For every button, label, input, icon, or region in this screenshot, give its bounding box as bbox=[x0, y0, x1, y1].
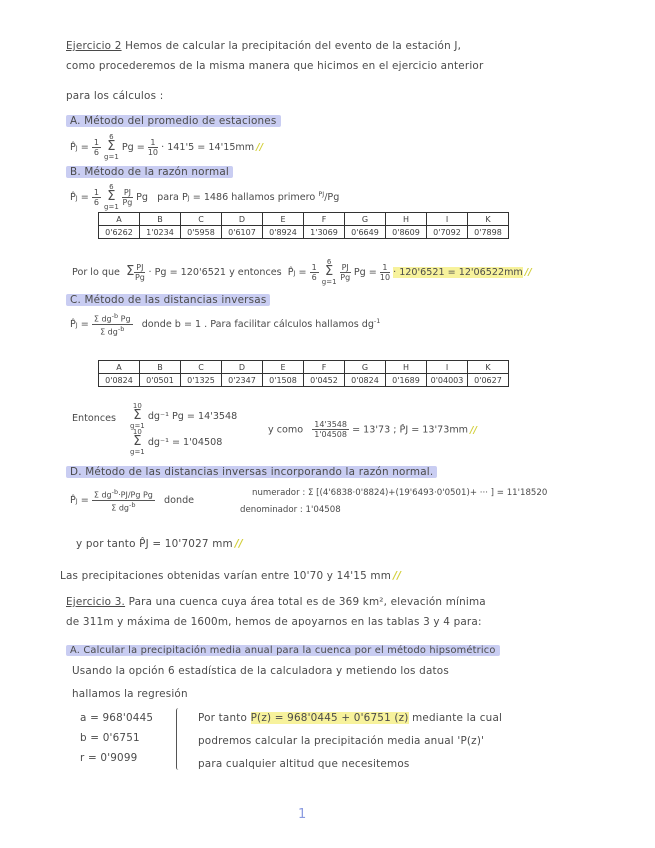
table-header-row: A B C D E F G H I K bbox=[99, 361, 509, 374]
brace bbox=[176, 708, 181, 770]
exercise-3-intro: Ejercicio 3. Para una cuenca cuya área total es de 369 km², elevación mínima bbox=[66, 596, 486, 608]
exercise-3-label: Ejercicio 3. bbox=[66, 596, 126, 608]
section-d-heading: D. Método de las distancias inversas incorporando la razón normal. bbox=[66, 466, 437, 478]
sum-weights: 10 Σ g=1 dg⁻¹ = 1'04508 bbox=[130, 428, 223, 456]
equation-c: P̂J = $\frac{\Sigma dg^{-b} Pg}{\Sigma dg^{-b}}$ donde b = 1 . Para facilitar cálculos hallamos $dg^{-1}$ bbox=[70, 312, 381, 337]
exercise-2-label: Ejercicio 2 bbox=[66, 40, 122, 52]
entonces-label: Entonces bbox=[72, 413, 117, 424]
table-inverse-distances bbox=[98, 360, 509, 387]
table-row: 0'6262 1'0234 0'5958 0'6107 0'8924 1'3069 0'6649 0'8609 0'7092 0'7898 bbox=[99, 226, 509, 239]
text-line: Usando la opción 6 estadística de la calculadora y metiendo los datos bbox=[72, 665, 449, 677]
table-normal-ratio bbox=[98, 212, 509, 239]
table-header-row: A B C D E F G H I K bbox=[99, 213, 509, 226]
equation-b: P̂J = $\frac{1}{6}$ 6 Σ g=1 $\frac{PJ}{Pg}$ Pg para PJ = 1486 hallamos primero $^{PJ}$/Pg bbox=[70, 183, 340, 211]
equation-d: P̂J = $\frac{\Sigma dg^{-b}\cdot PJ/Pg Pg}{\Sigma dg^{-b}}$ donde bbox=[70, 488, 195, 513]
regression-result-2: podremos calcular la precipitación media anual 'P(z)' bbox=[198, 735, 485, 747]
table-row: 0'0824 0'0501 0'1325 0'2347 0'1508 0'0452 0'0824 0'1689 0'04003 0'0627 bbox=[99, 374, 509, 387]
section-c-heading: C. Método de las distancias inversas bbox=[66, 294, 270, 306]
regression-result-3: para cualquier altitud que necesitemos bbox=[198, 758, 410, 770]
regression-a: a = 968'0445 bbox=[80, 712, 154, 724]
page-number: 1 bbox=[298, 807, 307, 822]
denominator-calc: denominador : 1'04508 bbox=[240, 505, 341, 515]
numerator-calc: numerador : Σ [(4'6838·0'8824)+(19'6493·0'0501)+ ··· ] = 11'18520 bbox=[252, 488, 548, 498]
regression-r: r = 0'9099 bbox=[80, 752, 138, 764]
section-a3-heading: A. Calcular la precipitación media anual para la cuenca por el método hipsométrico bbox=[66, 645, 500, 656]
sum-weighted: 10 Σ g=1 dg⁻¹ Pg = 14'3548 bbox=[130, 402, 238, 430]
equation-a: P̂J = $\frac{1}{6}$ 6 Σ g=1 Pg = $\frac{1}{10}$ · 141'5 = 14'15mm // bbox=[70, 133, 264, 161]
regression-result-1: Por tanto P(z) = 968'0445 + 0'6751 (z) mediante la cual bbox=[198, 712, 503, 724]
text-line: hallamos la regresión bbox=[72, 688, 188, 700]
exercise-2-intro: Ejercicio 2 Hemos de calcular la precipitación del evento de la estación J, bbox=[66, 40, 462, 52]
text-line: de 311m y máxima de 1600m, hemos de apoyarnos en las tablas 3 y 4 para: bbox=[66, 616, 482, 628]
equation-b-result: Por lo que Σ $\frac{PJ}{Pg}$ · Pg = 120'6521 y entonces P̂J = $\frac{1}{6}$ 6 Σ g=1 $\frac{PJ}{Pg}$ Pg = $\frac{1}{10}$ · 120'6521 = 12'06522mm // bbox=[72, 258, 532, 286]
range-conclusion: Las precipitaciones obtenidas varían entre 10'70 y 14'15 mm // bbox=[60, 570, 402, 582]
text-line: para los cálculos : bbox=[66, 90, 164, 102]
regression-b: b = 0'6751 bbox=[80, 732, 140, 744]
equation-d-result: y por tanto P̂J = 10'7027 mm // bbox=[76, 538, 243, 550]
section-b-heading: B. Método de la razón normal bbox=[66, 166, 233, 178]
section-a-heading: A. Método del promedio de estaciones bbox=[66, 115, 281, 127]
equation-c-result: y como $\frac{14'3548}{1'04508}$ = 13'73 ; P̂J = 13'73mm // bbox=[268, 420, 478, 439]
text-line: como procederemos de la misma manera que hicimos en el ejercicio anterior bbox=[66, 60, 484, 72]
